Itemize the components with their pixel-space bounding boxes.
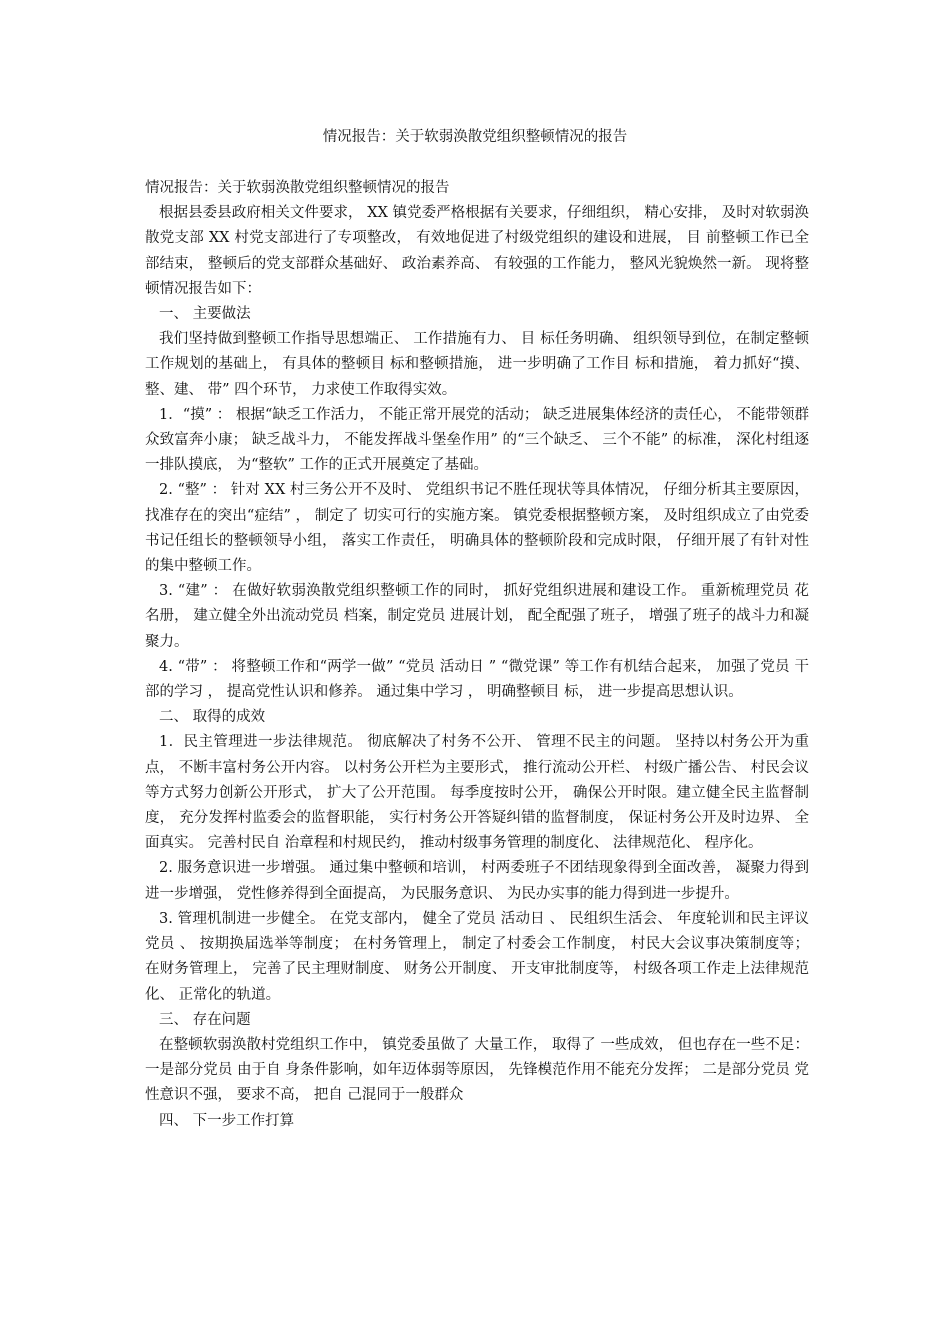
paragraph: 我们坚持做到整顿工作指导思想端正、 工作措施有力、 目 标任务明确、 组织领导到位，在制定整顿工作规划的基础上， 有具体的整顿目 标和整顿措施， 进一步明确了工作目 标和措施， 着力抓好“摸、 整、建、 带” 四个环节， 力求使工作取得实效。: [145, 331, 809, 398]
paragraph: 1．“摸” ： 根据“缺乏工作活力， 不能正常开展党的活动； 缺乏进展集体经济的责任心， 不能带领群众致富奔小康； 缺乏战斗力， 不能发挥战斗堡垒作用” 的“三个缺乏、 三个不能” 的标准， 深化村组逐一排队摸底， 为“整软” 工作的正式开展奠定了基础。: [145, 406, 809, 474]
paragraph: 在整顿软弱涣散村党组织工作中， 镇党委虽做了 大量工作， 取得了 一些成效， 但也存在一些不足： 一是部分党员 由于自 身条件影响，如年迈体弱等原因， 先锋模范作用不能充分发挥； 二是部分党员 党性意识不强， 要求不高， 把自 己混同于一般群众: [145, 1036, 809, 1104]
body-subtitle: 情况报告：关于软弱涣散党组织整顿情况的报告: [145, 180, 450, 196]
section-heading-4: 四、 下一步工作打算: [159, 1112, 295, 1129]
paragraph: 3. “建” ： 在做好软弱涣散党组织整顿工作的同时， 抓好党组织进展和建设工作。 重新梳理党员 花名册， 建立健全外出流动党员 档案，制定党员 进展计划， 配全配强了班子， 增强了班子的战斗力和凝聚力。: [145, 583, 809, 650]
document-body: [145, 176, 809, 1134]
intro-paragraph: 根据县委县政府相关文件要求， XX 镇党委严格根据有关要求，仔细组织， 精心安排， 及时对软弱涣散党支部 XX 村党支部进行了专项整改， 有效地促进了村级党组织的建设和进展， 目 前整顿工作已全部结束， 整顿后的党支部群众基础好、 政治素养高、 有较强的工作能力， 整风光貌焕然一新。 现将整顿情况报告如下：: [145, 205, 809, 297]
paragraph: 3. 管理机制进一步健全。 在党支部内， 健全了党员 活动日 、 民组织生活会、 年度轮训和民主评议党员 、 按期换届选举等制度； 在村务管理上， 制定了村委会工作制度， 村民大会议事决策制度等； 在财务管理上， 完善了民主理财制度、 财务公开制度、 开支审批制度等， 村级各项工作走上法律规范化、 正常化的轨道。: [145, 910, 809, 1003]
section-heading-1: 一、 主要做法: [159, 306, 251, 323]
paragraph: 1．民主管理进一步法律规范。 彻底解决了村务不公开、 管理不民主的问题。 坚持以村务公开为重点， 不断丰富村务公开内容。 以村务公开栏为主要形式， 推行流动公开栏、 村级广播公告、 村民会议等方式努力创新公开形式， 扩大了公开范围。 每季度按时公开， 确保公开时限。建立健全民主监督制度， 充分发挥村监委会的监督职能， 实行村务公开答疑纠错的监督制度， 保证村务公开及时边界、 全面真实。 完善村民自 治章程和村规民约， 推动村级事务管理的制度化、 法律规范化、 程序化。: [145, 734, 809, 852]
paragraph: 2. 服务意识进一步增强。 通过集中整顿和培训， 村两委班子不团结现象得到全面改善， 凝聚力得到进一步增强， 党性修养得到全面提高， 为民服务意识、 为民办实事的能力得到进一步提升。: [145, 860, 809, 902]
document-title: 情况报告：关于软弱涣散党组织整顿情况的报告: [322, 129, 628, 145]
section-heading-2: 二、 取得的成效: [159, 709, 266, 726]
section-heading-3: 三、 存在问题: [159, 1011, 251, 1028]
paragraph: 4. “带” ： 将整顿工作和“两学一做” “党员 活动日 ” “微党课” 等工作有机结合起来， 加强了党员 干部的学习 ， 提高党性认识和修养。 通过集中学习 ， 明确整顿目 标， 进一步提高思想认识。: [145, 658, 809, 701]
paragraph: 2. “整” ： 针对 XX 村三务公开不及时、 党组织书记不胜任现状等具体情况， 仔细分析其主要原因， 找准存在的突出“症结” ， 制定了 切实可行的实施方案。 镇党委根据整顿方案， 及时组织成立了由党委书记任组长的整顿领导小组， 落实工作责任， 明确具体的整顿阶段和完成时限， 仔细开展了有针对性的集中整顿工作。: [145, 482, 809, 575]
